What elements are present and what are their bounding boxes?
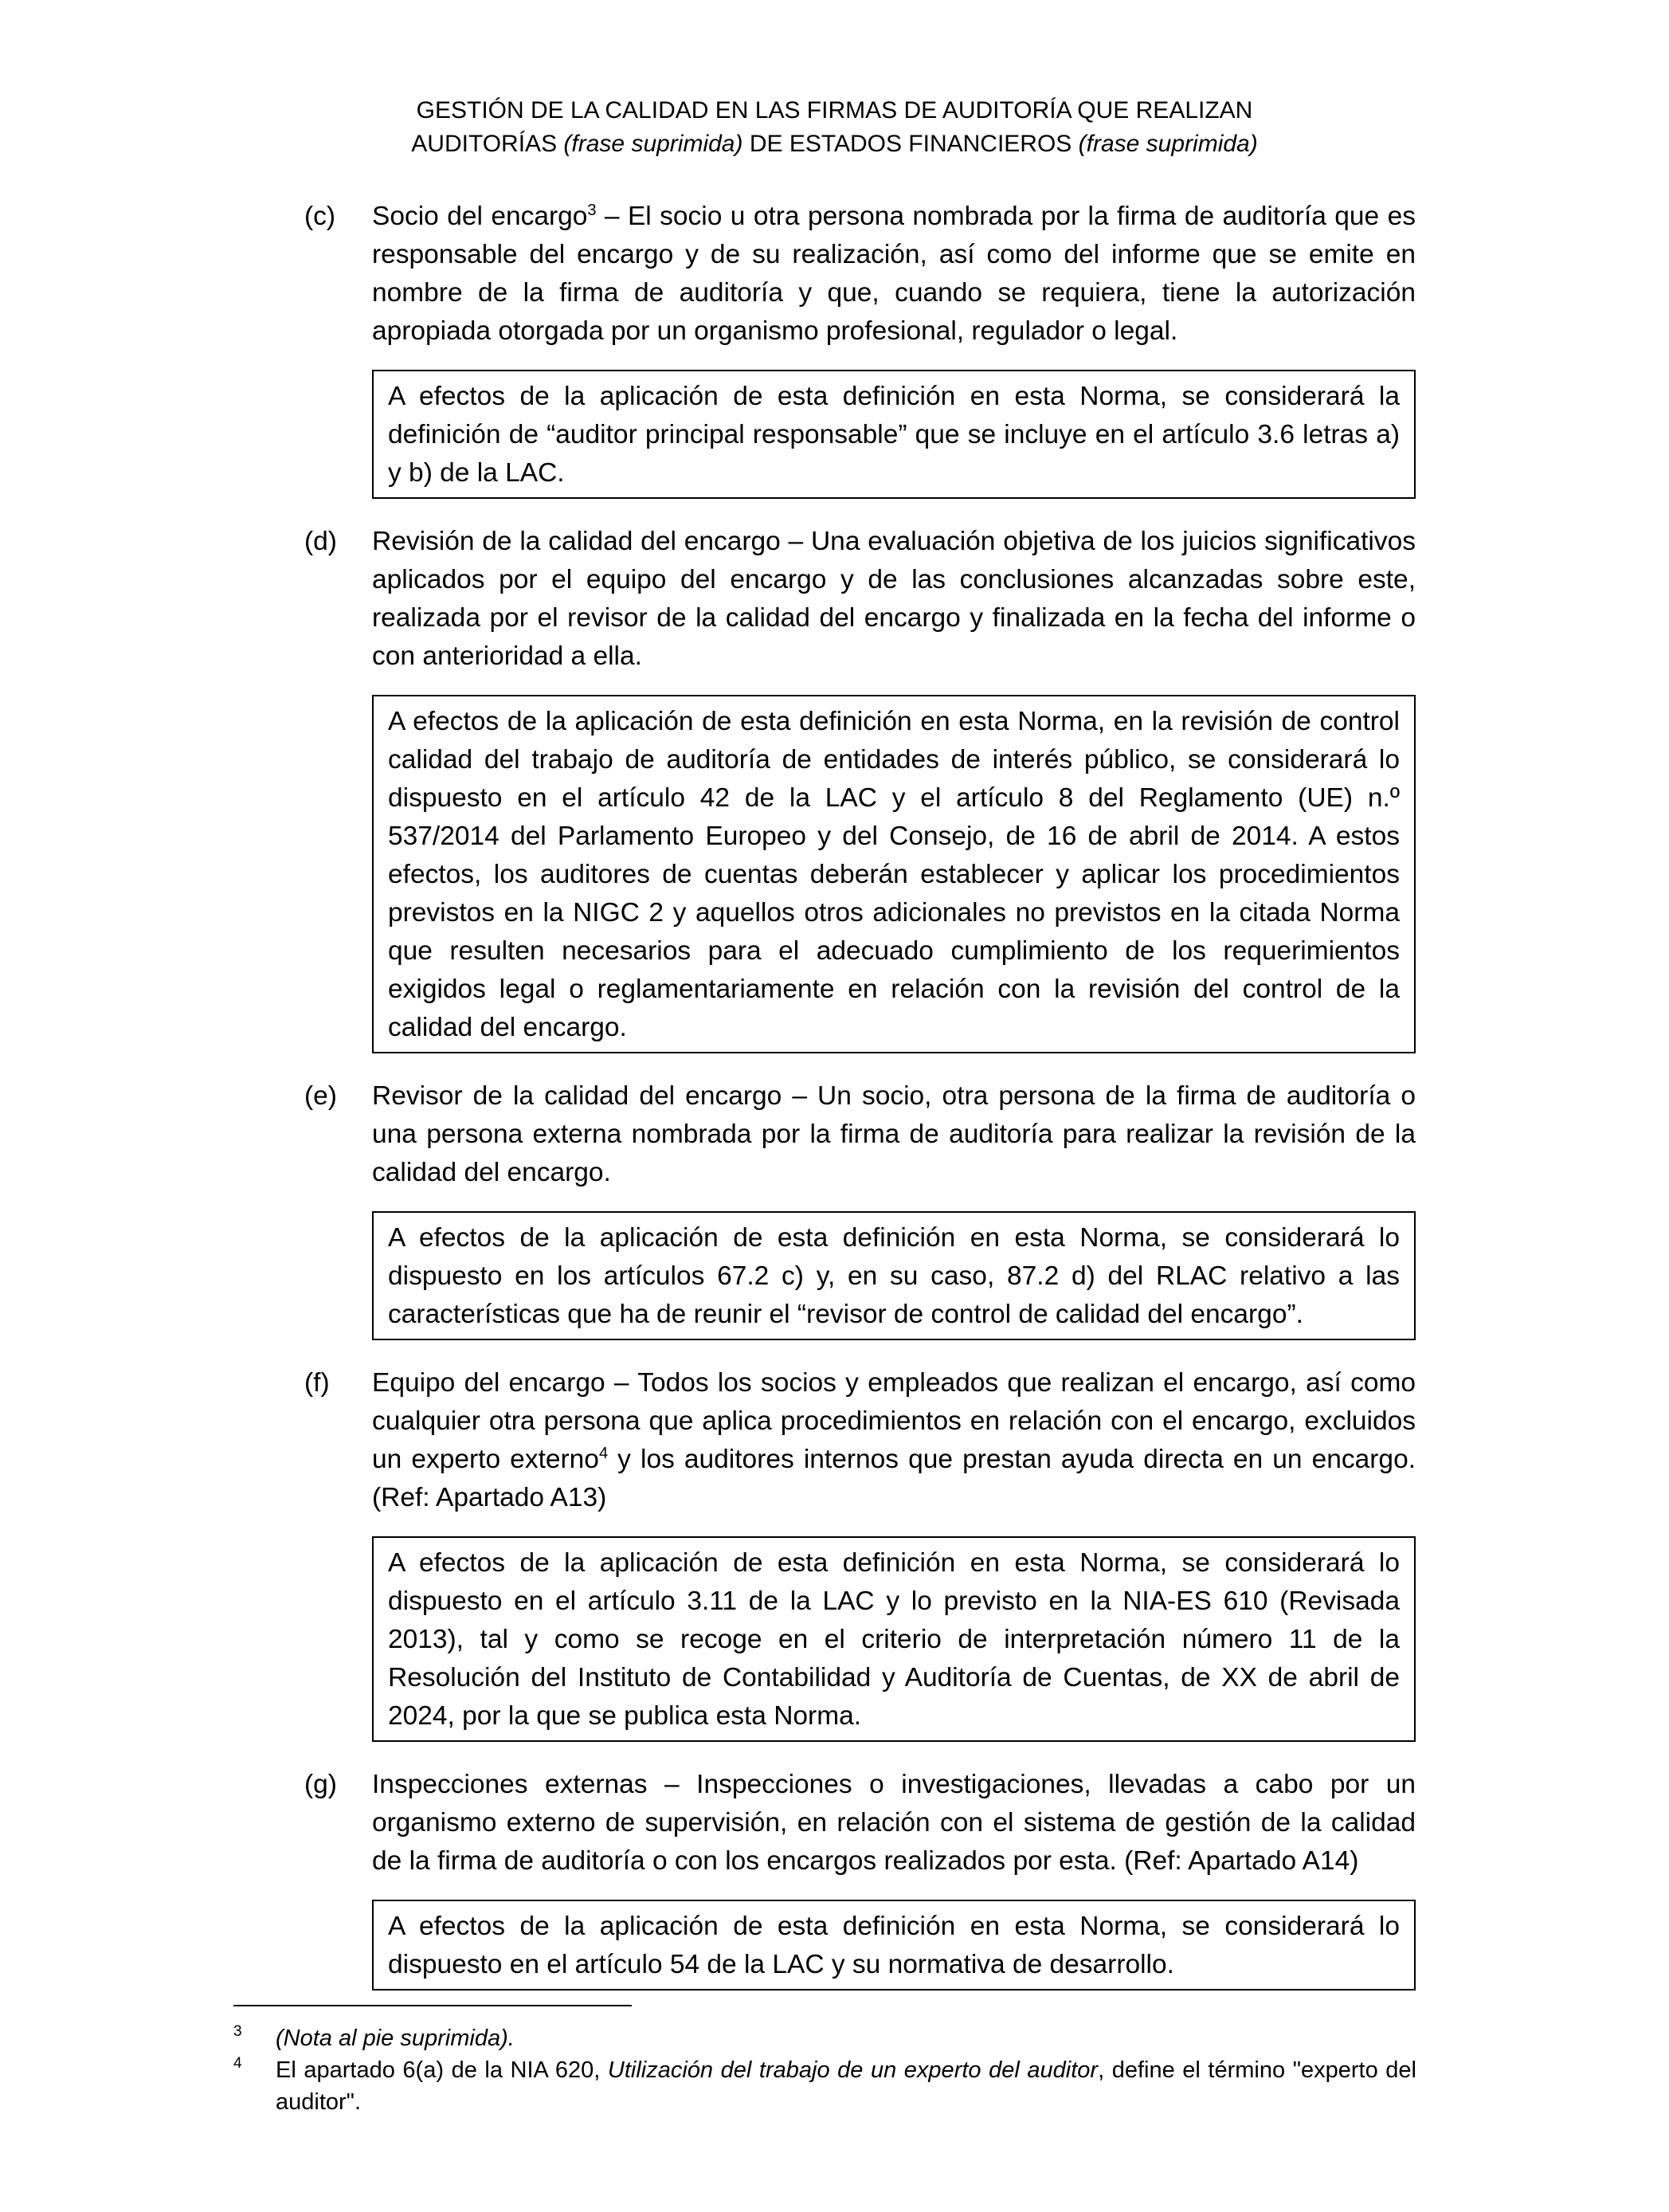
footnote-4: [233, 2054, 1416, 2118]
item-letter: (d): [304, 527, 337, 556]
item-letter: (c): [304, 202, 336, 231]
definition-text: Revisor de la calidad del encargo – Un socio, otra persona de la firma de auditoría o una persona externa nombrada por la firma de auditoría para realizar la revisión de la calidad del encargo.: [372, 1081, 1416, 1187]
definition-text-part: – El socio u otra persona nombrada por la firma de auditoría que es responsable del encargo y de su realización, así como del informe que se emite en nombre de la firma de auditoría y que, cuando se requiera, tiene la autorización apropiada otorgada por un organismo profesional, regulador o legal.: [372, 202, 1416, 346]
page-header: [0, 94, 1669, 161]
definition-text: [372, 1364, 1416, 1517]
header-line-2-part: AUDITORÍAS: [411, 131, 564, 157]
definition-d: [304, 523, 1416, 676]
header-line-2: [0, 127, 1669, 161]
footnote-text: (Nota al pie suprimida).: [276, 2026, 515, 2051]
definition-text-part: Equipo del encargo – Todos los socios y empleados que realizan el encargo, así como cualquier otra persona que aplica procedimientos en relación con el encargo, excluidos un experto externo: [372, 1368, 1416, 1474]
definition-c: [304, 198, 1416, 351]
definitions-list: [304, 198, 1416, 2014]
item-letter: (f): [304, 1368, 330, 1398]
header-suppressed-phrase: (frase suprimida): [563, 131, 743, 157]
footnote-text: [276, 2057, 1416, 2115]
definition-text-part: y los auditores internos que prestan ayuda directa en un encargo. (Ref: Apartado A13): [372, 1445, 1416, 1512]
header-line-1: GESTIÓN DE LA CALIDAD EN LAS FIRMAS DE AUDITORÍA QUE REALIZAN: [416, 97, 1253, 124]
header-line-2-part: DE ESTADOS FINANCIEROS: [742, 131, 1079, 157]
definition-g-note-box: A efectos de la aplicación de esta definición en esta Norma, se considerará lo dispuesto en el artículo 54 de la LAC y su normativa de desarrollo.: [372, 1900, 1416, 1990]
footnote-text-part: , define el término "experto del auditor".: [276, 2057, 1416, 2115]
footnote-text-part: El apartado 6(a) de la NIA 620,: [276, 2057, 608, 2083]
definition-f: [304, 1364, 1416, 1517]
footnote-3: [233, 2022, 1416, 2054]
definition-f-note-box: A efectos de la aplicación de esta definición en esta Norma, se considerará lo dispuesto en el artículo 3.11 de la LAC y lo previsto en la NIA-ES 610 (Revisada 2013), tal y como se recoge en el criterio de interpretación número 11 de la Resolución del Instituto de Contabilidad y Auditoría de Cuentas, de XX de abril de 2024, por la que se publica esta Norma.: [372, 1536, 1416, 1742]
footnote-separator: [233, 2005, 632, 2006]
footnote-ref[interactable]: 4: [598, 1444, 609, 1462]
definition-d-note-box: A efectos de la aplicación de esta definición en esta Norma, en la revisión de control calidad del trabajo de auditoría de entidades de interés público, se considerará lo dispuesto en el artículo 42 de la LAC y el artículo 8 del Reglamento (UE) n.º 537/2014 del Parlamento Europeo y del Consejo, de 16 de abril de 2014. A estos efectos, los auditores de cuentas deberán establecer y aplicar los procedimientos previstos en la NIGC 2 y aquellos otros adicionales no previstos en la citada Norma que resulten necesarios para el adecuado cumplimiento de los requerimientos exigidos legal o reglamentariamente en relación con la revisión del control de la calidad del encargo.: [372, 695, 1416, 1053]
footnote-number: 4: [233, 2055, 242, 2072]
definition-e: [304, 1077, 1416, 1192]
header-suppressed-phrase: (frase suprimida): [1078, 131, 1258, 157]
footnotes: [233, 2005, 1416, 2118]
footnote-number: 3: [233, 2023, 242, 2040]
definition-g: [304, 1766, 1416, 1881]
definition-c-note-box: A efectos de la aplicación de esta definición en esta Norma, se considerará la definición de “auditor principal responsable” que se incluye en el artículo 3.6 letras a) y b) de la LAC.: [372, 370, 1416, 499]
definition-e-note-box: A efectos de la aplicación de esta definición en esta Norma, se considerará lo dispuesto en los artículos 67.2 c) y, en su caso, 87.2 d) del RLAC relativo a las características que ha de reunir el “revisor de control de calidad del encargo”.: [372, 1211, 1416, 1340]
definition-text: [372, 198, 1416, 351]
item-letter: (g): [304, 1770, 337, 1799]
footnote-ref[interactable]: 3: [587, 201, 597, 219]
footnote-italic-title: Utilización del trabajo de un experto del auditor: [607, 2057, 1099, 2083]
definition-text: Inspecciones externas – Inspecciones o investigaciones, llevadas a cabo por un organismo externo de supervisión, en relación con el sistema de gestión de la calidad de la firma de auditoría o con los encargos realizados por esta. (Ref: Apartado A14): [372, 1770, 1416, 1876]
definition-text: Revisión de la calidad del encargo – Una evaluación objetiva de los juicios significativos aplicados por el equipo del encargo y de las conclusiones alcanzadas sobre este, realizada por el revisor de la calidad del encargo y finalizada en la fecha del informe o con anterioridad a ella.: [372, 527, 1416, 671]
definition-text-part: Socio del encargo: [372, 202, 588, 231]
item-letter: (e): [304, 1081, 337, 1111]
